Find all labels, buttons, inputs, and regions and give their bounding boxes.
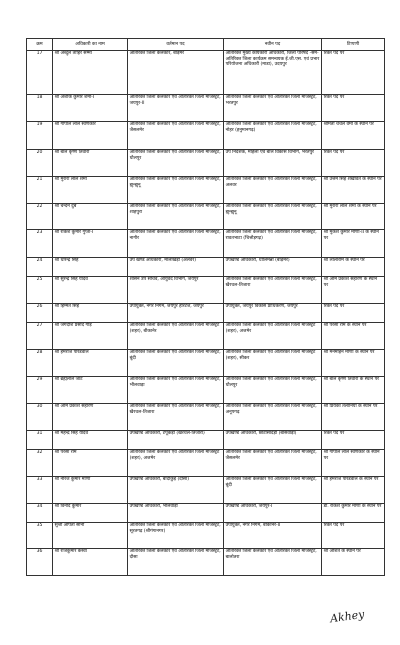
cell-serial: 21 [27,176,53,203]
cell-officer-name: श्री अब्दुल ताहिर सम्मा [53,50,128,94]
cell-current-post: उपखण्ड अधिकारी, भीलवाड़ा [128,503,224,522]
cell-current-post: उपखण्ड अधिकारी, टपूकड़ा (खैरथल-तिजारा) [128,430,224,449]
cell-remark: रिक्त पद पर [322,430,385,449]
cell-remark: रिक्त पद पर [322,149,385,176]
cell-current-post: अतिरिक्त जिला कलक्टर एवं अतिरिक्त जिला मजिस्ट्रेट, शाहपुरा [128,203,224,229]
table-row [27,149,385,176]
cell-new-post: अतिरिक्त जिला कलक्टर एवं अतिरिक्त जिला मजिस्ट्रेट, भरतपुर [224,94,322,121]
cell-serial: 29 [27,376,53,403]
cell-serial: 34 [27,503,53,522]
cell-current-post: अतिरिक्त जिला कलक्टर एवं अतिरिक्त जिला मजिस्ट्रेट, भीलवाड़ा [128,376,224,403]
table-row [27,430,385,449]
cell-officer-name: श्री हेमराज परिडवाल [53,349,128,376]
cell-new-post: अतिरिक्त जिला कलक्टर एवं अतिरिक्त जिला मजिस्ट्रेट (शहर), अजमेर [224,322,322,349]
cell-officer-name: श्री बाल कृष्ण तिवारी [53,149,128,176]
cell-new-post: अतिरिक्त जिला कलक्टर एवं अतिरिक्त जिला मजिस्ट्रेट, जैसलमेर [224,449,322,476]
cell-serial: 30 [27,403,53,430]
cell-remark: श्रीमती चंचल वर्मा के स्थान पर [322,121,385,149]
cell-serial: 26 [27,303,53,322]
cell-serial: 23 [27,229,53,257]
cell-new-post: अतिरिक्त जिला कलक्टर एवं अतिरिक्त जिला मजिस्ट्रेट, खैरथल-तिजारा [224,276,322,303]
cell-officer-name: श्री महेन्द्र सिंह यादव [53,430,128,449]
table-row [27,303,385,322]
cell-officer-name: श्री विनोद कुमार [53,503,128,522]
cell-officer-name: श्री हिम्मत सिंह [53,303,128,322]
cell-new-post: अतिरिक्त मुख्य कार्यकारी अधिकारी, जिला परिषद -सम-अतिरिक्त जिला कार्यक्रम समन्वयक ई.जी.एस. एवं प्रभार परियोजना अधिकारी (माडा), उदयपुर [224,50,322,94]
cell-remark: श्री मुकेश कुमार मीणा-II के स्थान पर [322,229,385,257]
cell-remark: श्री हेमराज परिडवाल के स्थान पर [322,476,385,503]
cell-serial: 28 [27,349,53,376]
table-row [27,203,385,229]
table-row [27,403,385,430]
cell-serial: 33 [27,476,53,503]
table-row [27,522,385,548]
cell-officer-name: श्री जगदीश प्रसाद गौड़ [53,322,128,349]
cell-officer-name: श्री ब्रह्मलाल जाट [53,376,128,403]
cell-remark: श्री ओम प्रकाश सहारण के स्थान पर [322,276,385,303]
cell-current-post: अतिरिक्त जिला कलक्टर एवं अतिरिक्त जिला मजिस्ट्रेट, नागौर [128,229,224,257]
cell-new-post: अतिरिक्त जिला कलक्टर एवं अतिरिक्त जिला मजिस्ट्रेट, बालोतरा [224,548,322,575]
cell-new-post: अतिरिक्त जिला कलक्टर एवं अतिरिक्त जिला मजिस्ट्रेट, रावतभाटा (चित्तौड़गढ़) [224,229,322,257]
table-row [27,349,385,376]
cell-new-post: उपायुक्त, जयपुर विकास प्राधिकरण, जयपुर [224,303,322,322]
cell-remark: श्री मनमोहन मीणा के स्थान पर [322,349,385,376]
cell-remark: श्री मुरारी लाल शर्मा के स्थान पर [322,203,385,229]
cell-officer-name: श्री चन्दन दुबे [53,203,128,229]
cell-new-post: उपायुक्त, नगर निगम, बीकानेर-II [224,522,322,548]
cell-officer-name: श्री नीरज कुमार मीणा [53,476,128,503]
cell-current-post: अतिरिक्त जिला कलक्टर, बाड़मेर [128,50,224,94]
cell-remark: श्री अशित के स्थान पर [322,548,385,575]
cell-current-post: अतिरिक्त जिला कलक्टर एवं अतिरिक्त जिला मजिस्ट्रेट, दौसा [128,548,224,575]
signature: Akhey [329,607,366,626]
cell-current-post: अतिरिक्त जिला कलक्टर एवं अतिरिक्त जिला मजिस्ट्रेट, जैसलमेर [128,121,224,149]
cell-current-post: अतिरिक्त जिला कलक्टर एवं अतिरिक्त जिला मजिस्ट्रेट (शहर), अजमेर [128,449,224,476]
cell-remark: श्री गोपाल लाल स्वर्णकार के स्थान पर [322,449,385,476]
table-row [27,257,385,276]
table-row [27,121,385,149]
cell-serial: 35 [27,522,53,548]
transfer-table [26,38,385,576]
table-row [27,94,385,121]
cell-serial: 24 [27,257,53,276]
cell-new-post: उपखण्ड अधिकारी, छोटीसादड़ी (बांसवाड़ा) [224,430,322,449]
cell-current-post: अतिरिक्त जिला कलक्टर एवं अतिरिक्त जिला मजिस्ट्रेट, झुन्झुनू [128,176,224,203]
cell-remark: रिक्त पद पर [322,303,385,322]
table-body [27,50,385,575]
cell-current-post: उपायुक्त, नगर निगम, जयपुर हेरिटेज, जयपुर [128,303,224,322]
cell-serial: 32 [27,449,53,476]
cell-serial: 20 [27,149,53,176]
cell-officer-name: श्री गोपाल लाल स्वर्णकार [53,121,128,149]
cell-remark: रिक्त पद पर [322,522,385,548]
cell-remark: श्री लालाराम के स्थान पर [322,257,385,276]
cell-current-post: अतिरिक्त जिला कलक्टर एवं अतिरिक्त जिला मजिस्ट्रेट, खैरथल-तिजारा [128,403,224,430]
cell-serial: 17 [27,50,53,94]
cell-new-post: उपखण्ड अधिकारी, धोलिमन्ना (बाड़मेर) [224,257,322,276]
cell-officer-name: श्री मुरारी लाल शर्मा [53,176,128,203]
cell-current-post: अतिरिक्त जिला कलक्टर एवं अतिरिक्त जिला मजिस्ट्रेट, सूरतगढ़ (श्रीगंगानगर) [128,522,224,548]
header-serial: क्रम [27,39,53,51]
cell-current-post: अतिरिक्त जिला कलक्टर एवं अतिरिक्त जिला मजिस्ट्रेट, बूंदी [128,349,224,376]
cell-officer-name: श्री राकेश कुमार गुप्ता-I [53,229,128,257]
header-new-post: नवीन पद [224,39,322,51]
cell-officer-name: सुश्री अर्पिता सोनी [53,522,128,548]
cell-remark: रिक्त पद पर [322,50,385,94]
table-row [27,449,385,476]
cell-new-post: अतिरिक्त जिला कलक्टर एवं अतिरिक्त जिला मजिस्ट्रेट (शहर), सीकर [224,349,322,376]
table-row [27,476,385,503]
cell-remark: श्री प्रियंका तलानिया के स्थान पर [322,403,385,430]
cell-officer-name: श्री सुरेन्द्र सिंह यादव [53,276,128,303]
cell-new-post: अतिरिक्त जिला कलक्टर एवं अतिरिक्त जिला मजिस्ट्रेट, बूंदी [224,476,322,503]
header-current-post: वर्तमान पद [128,39,224,51]
cell-new-post: अतिरिक्त जिला कलक्टर एवं अतिरिक्त जिला मजिस्ट्रेट, अलवर [224,176,322,203]
header-officer-name: अधिकारी का नाम [53,39,128,51]
table-row [27,503,385,522]
cell-current-post: शासन उप सचिव, आयुर्वेद विभाग, जयपुर [128,276,224,303]
cell-remark: श्री बाल कृष्ण तिवारी के स्थान पर [322,376,385,403]
table-row [27,50,385,94]
cell-current-post: अतिरिक्त जिला कलक्टर एवं अतिरिक्त जिला मजिस्ट्रेट (शहर), बीकानेर [128,322,224,349]
table-row [27,322,385,349]
cell-current-post: उप खण्ड अधिकारी, मालाखेड़ा (अलवर) [128,257,224,276]
table-row [27,548,385,575]
table-header-row [27,39,385,51]
cell-serial: 19 [27,121,53,149]
header-remark: टिप्पणी [322,39,385,51]
cell-officer-name: श्री ओम प्रकाश सहारण [53,403,128,430]
cell-serial: 25 [27,276,53,303]
cell-current-post: अतिरिक्त जिला कलक्टर एवं अतिरिक्त जिला मजिस्ट्रेट, जयपुर-II [128,94,224,121]
cell-officer-name: श्री राजकुमार कस्वा [53,548,128,575]
cell-new-post: उपखण्ड अधिकारी, जयपुर-I [224,503,322,522]
cell-serial: 36 [27,548,53,575]
cell-serial: 18 [27,94,53,121]
cell-remark: डॉ. राकेश कुमार मीणा के स्थान पर [322,503,385,522]
cell-serial: 31 [27,430,53,449]
cell-officer-name: श्री परसा राम [53,449,128,476]
cell-remark: श्री उत्तम सिंह शेखावत के स्थान पर [322,176,385,203]
cell-new-post: अतिरिक्त जिला कलक्टर एवं अतिरिक्त जिला मजिस्ट्रेट, धौलपुर [224,376,322,403]
cell-remark: रिक्त पद पर [322,94,385,121]
table-row [27,276,385,303]
cell-new-post: उप निदेशक, महिला एवं बाल विकास विभाग, भरतपुर [224,149,322,176]
table-row [27,176,385,203]
cell-officer-name: श्री अशोक कुमार शर्मा-I [53,94,128,121]
cell-remark: श्री परसा राम के स्थान पर [322,322,385,349]
table-row [27,229,385,257]
cell-current-post: अतिरिक्त जिला कलक्टर एवं अतिरिक्त जिला मजिस्ट्रेट, धौलपुर [128,149,224,176]
table-row [27,376,385,403]
cell-new-post: अतिरिक्त जिला कलक्टर एवं अतिरिक्त जिला मजिस्ट्रेट, झुन्झुनू [224,203,322,229]
cell-serial: 27 [27,322,53,349]
cell-officer-name: श्री धीरेन्द्र सिंह [53,257,128,276]
cell-new-post: अतिरिक्त जिला कलक्टर एवं अतिरिक्त जिला मजिस्ट्रेट, नोहर (हनुमानगढ़) [224,121,322,149]
cell-new-post: अतिरिक्त जिला कलक्टर एवं अतिरिक्त जिला मजिस्ट्रेट, अनूपगढ़ [224,403,322,430]
cell-serial: 22 [27,203,53,229]
cell-current-post: उपखण्ड अधिकारी, बांदीकुई (दौसा) [128,476,224,503]
